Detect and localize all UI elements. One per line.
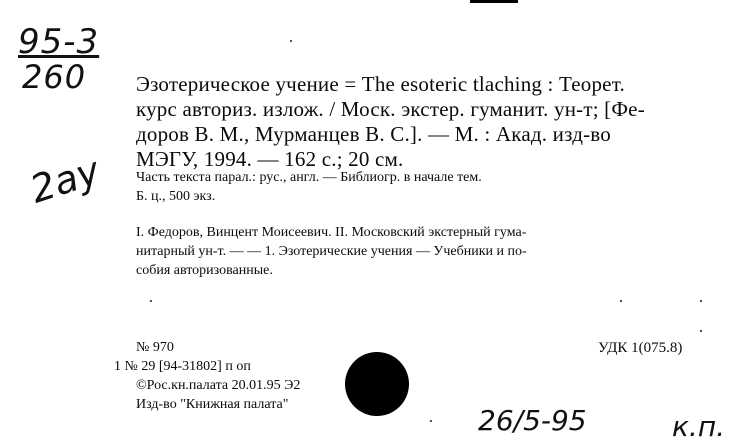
- accounting-line-1: № 970: [136, 340, 174, 355]
- speck: [150, 300, 152, 302]
- entry-line-3: доров В. М., Мурманцев В. С.]. — М. : Акад. изд-во: [136, 122, 611, 146]
- speck: [430, 420, 432, 422]
- entry-line-1: Эзотерическое учение = The esoteric tlaching : Теорет.: [136, 72, 625, 96]
- speck: [700, 300, 702, 302]
- entry-line-2: курс авториз. излож. / Моск. экстер. гуманит. ун-т; [Фе-: [136, 97, 645, 121]
- top-edge-mark: [470, 0, 518, 3]
- handwritten-margin-note: 2ay: [24, 148, 106, 212]
- subject-line-1: I. Федоров, Винцент Моисеевич. II. Московский экстерный гума-: [136, 225, 527, 240]
- subject-line-2: нитарный ун-т. — — 1. Эзотерические учения — Учебники и по-: [136, 244, 527, 259]
- subject-line-3: собия авторизованные.: [136, 263, 273, 278]
- entry-note-1: Часть текста парал.: рус., англ. — Библиогр. в начале тем.: [136, 170, 482, 185]
- accounting-line-4: Изд-во "Книжная палата": [136, 397, 289, 412]
- accounting-line-2: 1 № 29 [94-31802] п оп: [114, 359, 251, 374]
- entry-note-2: Б. ц., 500 экз.: [136, 189, 216, 204]
- udc-code: УДК 1(075.8): [598, 340, 683, 356]
- speck: [620, 300, 622, 302]
- shelfmark-top: 95-3: [18, 22, 100, 62]
- speck: [290, 40, 292, 42]
- entry-line-4: МЭГУ, 1994. — 162 с.; 20 см.: [136, 147, 404, 171]
- shelfmark-bottom: 260: [22, 58, 87, 96]
- handwritten-date: 26/5-95: [478, 404, 587, 437]
- speck: [700, 330, 702, 332]
- accounting-line-3: ©Рос.кн.палата 20.01.95 Э2: [136, 378, 301, 393]
- ink-blot: [345, 352, 409, 416]
- handwritten-initials: к.п.: [672, 410, 726, 443]
